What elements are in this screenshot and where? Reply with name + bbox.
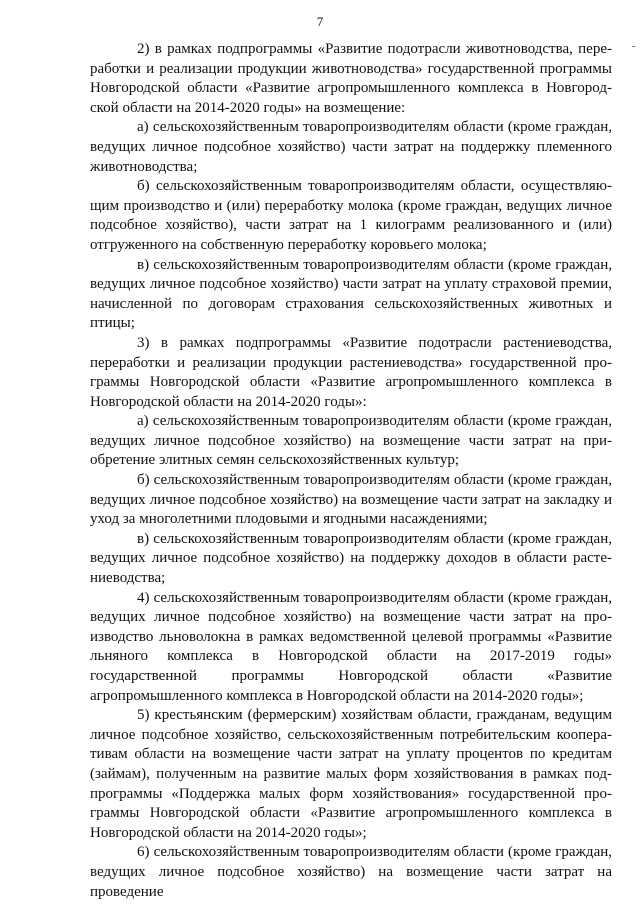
paragraph-4-flax-fiber: 4) сельскохозяйственным товаропроизводителям области (кроме граждан, ведущих личное подсобное хозяйство) на возмещение части затрат на производство льноволокна в рамках ведомственной целевой программы «Развитие льняного комплекса в Новгородской области на 2017-2019 годы» государственной программы Новгородской области «Развитие агропромышленного комплекса в Новгородской области на 2014-2020 годы»; [90, 589, 612, 704]
paragraph-2b-milk: б) сельскохозяйственным товаропроизводителям области, осуществляющим производство и (или) переработку молока (кроме граждан, ведущих личное подсобное хозяйство), части затрат на 1 килограмм реализованного и (или) отгруженного на собственную переработку коровьего молока; [90, 178, 612, 253]
margin-mark: - [632, 41, 636, 52]
paragraph-3c-income-support: в) сельскохозяйственным товаропроизводителям области (кроме граждан, ведущих личное подсобное хозяйство) на поддержку доходов в области растениеводства; [90, 530, 612, 587]
document-body [90, 40, 612, 902]
paragraph-3-crop-subprogram: 3) в рамках подпрограммы «Развитие подотрасли растениеводства, переработки и реализации продукции растениеводства» государственной программы Новгородской области «Развитие агропромышленного комплекса в Новгородской области на 2014-2020 годы»: [90, 334, 612, 410]
paragraph-2-livestock-subprogram: 2) в рамках подпрограммы «Развитие подотрасли животноводства, переработки и реализации продукции животноводства» государственной программы Новгородской области «Развитие агропромышленного комплекса в Новгородской области на 2014-2020 годы» на возмещение: [90, 41, 612, 116]
paragraph-6-conducting: 6) сельскохозяйственным товаропроизводителям области (кроме граждан, ведущих личное подсобное хозяйство) на возмещение части затрат на проведение [90, 844, 612, 900]
paragraph-5-small-farms-loans: 5) крестьянским (фермерским) хозяйствам области, гражданам, ведущим личное подсобное хозяйство, сельскохозяйственным потребительским кооперативам области на возмещение части затрат на уплату процентов по кредитам (займам), полученным на развитие малых форм хозяйствования в рамках подпрограммы «Поддержка малых форм хозяйствования» государственной программы Новгородской области «Развитие агропромышленного комплекса в Новгородской области на 2014-2020 годы»; [90, 707, 612, 841]
paragraph-3b-perennial-plantings: б) сельскохозяйственным товаропроизводителям области (кроме граждан, ведущих личное подсобное хозяйство) на возмещение части затрат на закладку и уход за многолетними плодовыми и ягодными насаждениями; [90, 472, 612, 528]
paragraph-2c-animal-insurance: в) сельскохозяйственным товаропроизводителям области (кроме граждан, ведущих личное подсобное хозяйство) части затрат на уплату страховой премии, начисленной по договорам страхования сельскохозяйственных животных и птицы; [90, 256, 612, 332]
paragraph-3a-elite-seeds: а) сельскохозяйственным товаропроизводителям области (кроме граждан, ведущих личное подсобное хозяйство) на возмещение части затрат на приобретение элитных семян сельскохозяйственных культур; [90, 413, 612, 469]
page-number: 7 [316, 14, 324, 29]
paragraph-2a-breeding: а) сельскохозяйственным товаропроизводителям области (кроме граждан, ведущих личное подсобное хозяйство) части затрат на поддержку племенного животноводства; [90, 119, 612, 175]
